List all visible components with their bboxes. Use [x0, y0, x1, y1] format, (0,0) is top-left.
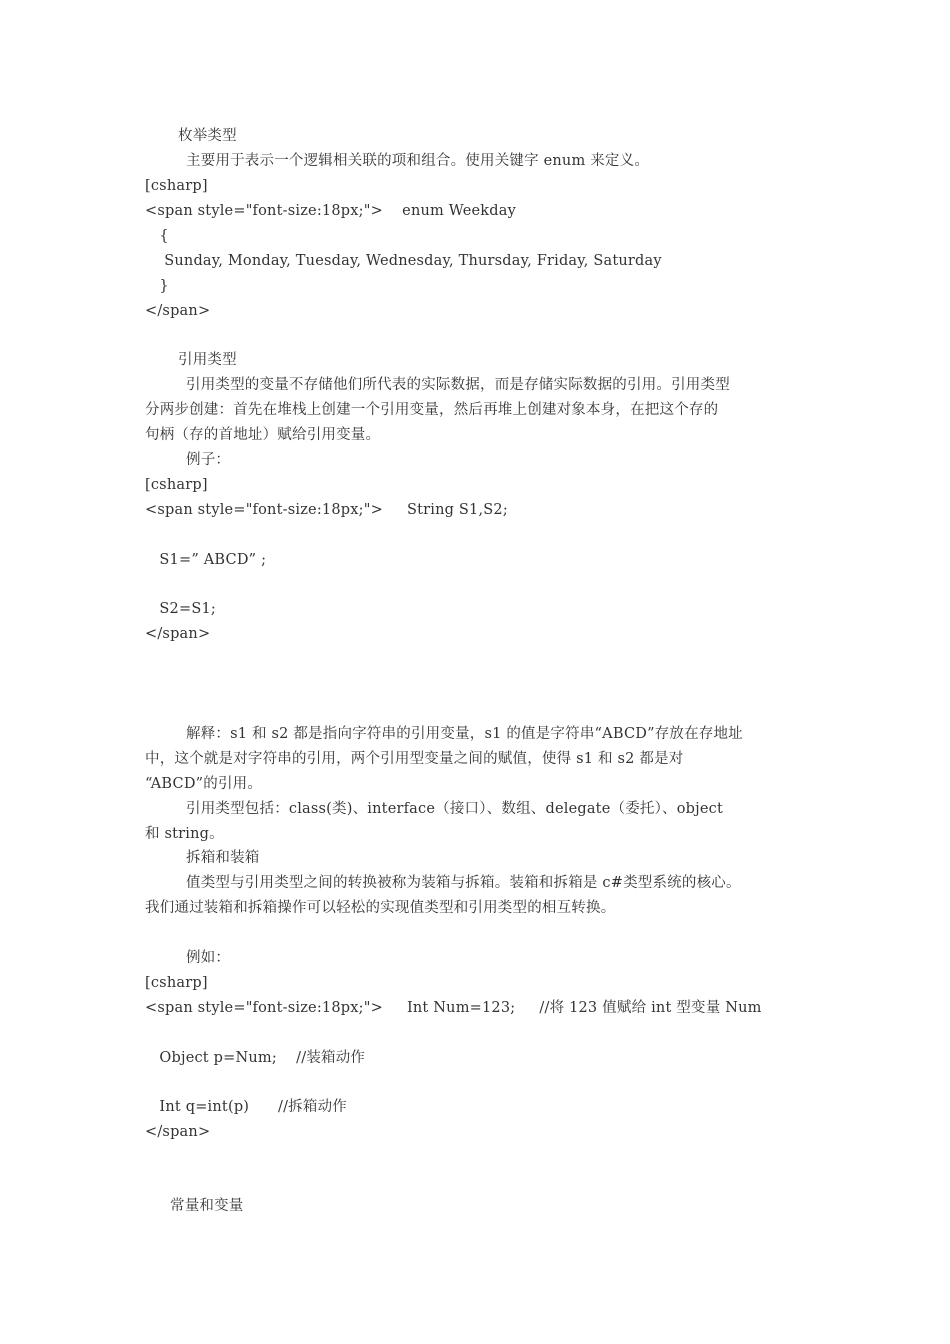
code-line: <span style="font-size:18px;"> enum Weekday [145, 203, 516, 219]
code-lang-label: [csharp] [145, 477, 208, 493]
paragraph-line: 解释：s1 和 s2 都是指向字符串的引用变量，s1 的值是字符串“ABCD”存放在存地址 [186, 726, 743, 742]
heading-enum: 枚举类型 [178, 128, 237, 144]
code-line: </span> [145, 626, 211, 642]
code-line: S1=” ABCD” ; [145, 552, 267, 568]
paragraph-line: 句柄（存的首地址）赋给引用变量。 [145, 427, 381, 443]
paragraph-line: 引用类型的变量不存储他们所代表的实际数据，而是存储实际数据的引用。引用类型 [186, 377, 730, 393]
code-line: Sunday, Monday, Tuesday, Wednesday, Thursday, Friday, Saturday [145, 253, 662, 269]
code-lang-label: [csharp] [145, 178, 208, 194]
code-line: } [145, 278, 169, 294]
heading-boxing: 拆箱和装箱 [186, 850, 260, 866]
code-line: Object p=Num; //装箱动作 [145, 1050, 366, 1066]
code-lang-label: [csharp] [145, 975, 208, 991]
paragraph-line: 值类型与引用类型之间的转换被称为装箱与拆箱。装箱和拆箱是 c#类型系统的核心。 [186, 875, 741, 891]
code-line: <span style="font-size:18px;"> String S1,S2; [145, 502, 508, 518]
paragraph-line: 中，这个就是对字符串的引用，两个引用型变量之间的赋值，使得 s1 和 s2 都是对 [145, 751, 684, 767]
paragraph-line: 我们通过装箱和拆箱操作可以轻松的实现值类型和引用类型的相互转换。 [145, 900, 616, 916]
paragraph-line: “ABCD”的引用。 [145, 776, 263, 792]
paragraph-line: 分两步创建：首先在堆栈上创建一个引用变量，然后再堆上创建对象本身，在把这个存的 [145, 402, 719, 418]
code-line: S2=S1; [145, 601, 216, 617]
code-line: <span style="font-size:18px;"> Int Num=123; //将 123 值赋给 int 型变量 Num [145, 1000, 762, 1016]
code-line: </span> [145, 303, 211, 319]
paragraph-line: 和 string。 [145, 826, 224, 842]
paragraph-line: 引用类型包括：class(类)、interface（接口）、数组、delegate（委托）、object [186, 801, 723, 817]
example-label: 例如： [186, 950, 231, 966]
heading-reference-type: 引用类型 [178, 352, 237, 368]
code-line: </span> [145, 1124, 211, 1140]
code-line: Int q=int(p) //拆箱动作 [145, 1099, 347, 1115]
enum-description: 主要用于表示一个逻辑相关联的项和组合。使用关键字 enum 来定义。 [186, 153, 650, 169]
example-label: 例子： [186, 452, 231, 468]
code-line: { [145, 228, 169, 244]
heading-constants-variables: 常量和变量 [170, 1198, 244, 1214]
